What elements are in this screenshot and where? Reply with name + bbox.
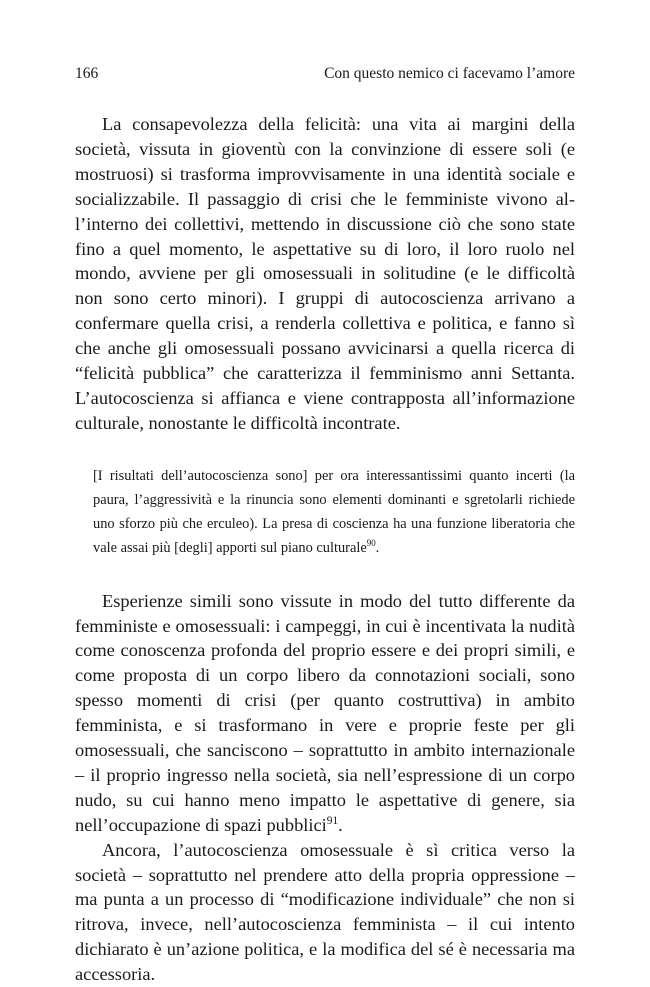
paragraph-2-end: . [338,814,343,835]
paragraph-1: La consapevolezza della felicità: una vita ai margini della società, vissuta in gioventù con la convinzione di essere soli (e mostruosi) si trasforma improvvisamente in una identità sociale e socializzabile. Il passaggio di crisi che le femministe vivono all’interno dei collettivi, mettendo in discussione ciò che sono state fino a quel momento, le aspettative su di loro, il loro ruolo nel mondo, avviene per gli omosessuali in solitudine (e le difficoltà non sono certo minori). I gruppi di autocoscienza arrivano a confermare quella crisi, a renderla collettiva e politica, e fanno sì che anche gli omosessuali possano avvicinarsi a quella ricerca di “felicità pubblica” che caratterizza il femminismo anni Settanta. L’autocoscienza si affianca e viene contrapposta all’informazione culturale, nonostante le difficoltà incontrate. [75,114,575,433]
footnote-ref-90: 90 [366,538,376,549]
block-quote-end: . [375,540,380,557]
body-text [75,112,575,987]
footnote-ref-91: 91 [326,814,339,827]
paragraph-3: Ancora, l’autocoscienza omosessuale è sì critica verso la società – soprattutto nel prendere atto della propria oppressione – ma punta a un processo di “modificazione individuale” che non si ritrova, invece, nell’autocoscienza femminista – il cui intento dichiarato è un’azione politica, e la modifica del sé è necessaria ma accessoria. [75,839,575,985]
running-title: Con questo nemico ci facevamo l’amore [324,65,575,82]
paragraph-2-text: Esperienze simili sono vissute in modo del tutto differente da femministe e omosessuali: i campeggi, in cui è incentivata la nudità come conoscenza profonda del proprio essere e dei propri simili, e come proposta di un corpo libero da connotazioni sociali, sono spesso momenti di crisi (per quanto costruttiva) in ambito femminista, e si trasformano in vere e proprie feste per gli omosessuali, che sanciscono – soprattutto in ambito internazionale – il proprio ingresso nella società, sia nell’espressione di un corpo nudo, su cui hanno meno impatto le aspettative di genere, sia nell’occupazione di spazi pubblici [75,590,575,835]
page-number: 166 [75,65,99,82]
block-quote-text: [I risultati dell’autocoscienza sono] per ora interessantissimi quanto incerti (la paura, l’aggressività e la rinuncia sono elementi dominanti e sgretolarli richiede uno sforzo più che erculeo). La presa di coscienza ha una funzione liberatoria che vale assai più [degli] apporti sul piano culturale [93,467,575,557]
paragraph-2 [75,589,575,838]
block-quote [93,464,575,561]
